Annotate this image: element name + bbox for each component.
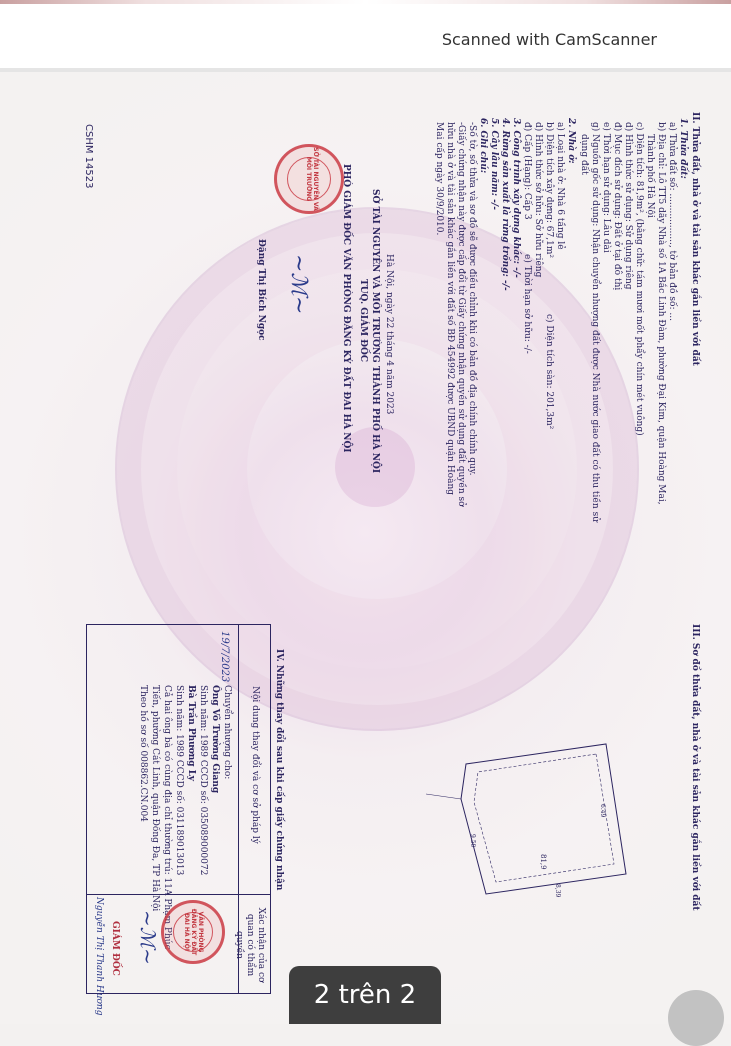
svg-text:9.50: 9.50 xyxy=(469,834,476,848)
house-b: b) Diện tích xây dựng: 67,1m² xyxy=(544,122,554,258)
change-row-1: Ông Võ Trường Giang xyxy=(210,685,220,794)
change-row-5: Cả hai ông bà có cùng địa chỉ thường trú: 11A Phạm Phúc xyxy=(162,685,172,950)
change-date: 19/7/2023 xyxy=(219,631,230,683)
change-row-4: Sinh năm: 1989 CCCD số: 031189013013 xyxy=(174,685,184,876)
svg-text:81,9: 81,9 xyxy=(539,854,547,870)
header-edge xyxy=(0,0,731,4)
section3-heading: III. Sơ đồ thửa đất, nhà ở và tài sản khác gắn liền với đất xyxy=(690,624,700,911)
notes-heading: 6. Ghi chú: xyxy=(478,118,488,174)
house-d: d) Hình thức sở hữu: Sở hữu riêng xyxy=(533,122,543,278)
other-works: 3. Công trình xây dựng khác: -/- xyxy=(511,118,521,278)
land-a: a) Thửa đất số: .................., tờ bản đồ số: ... xyxy=(667,122,677,321)
production-forest: 4. Rừng sản xuất là rừng trồng: -/- xyxy=(500,118,510,291)
col-confirmation: Xác nhận của cơ quan có thẩm quyền xyxy=(234,907,266,983)
signing-tuq: TUQ. GIÁM ĐỐC xyxy=(358,279,368,363)
seal-2-text: VĂN PHÒNG ĐĂNG KÝ ĐẤT ĐAI HÀ NỘI xyxy=(183,908,204,956)
svg-text:8,39: 8,39 xyxy=(554,884,561,898)
approver-role: GIÁM ĐỐC xyxy=(110,921,120,976)
house-a: a) Loại nhà ở: Nhà 6 tầng lẻ xyxy=(555,122,565,250)
land-g2: dụng đất xyxy=(579,134,589,175)
house-c: c) Diện tích sàn: 201,3m² xyxy=(544,314,554,430)
section4-heading: IV. Những thay đổi sau khi cấp giấy chứng nhận xyxy=(274,649,284,891)
change-row-2: Sinh năm: 1989 CCCD số: 035089000072 xyxy=(198,685,208,876)
rotated-certificate-page xyxy=(66,104,706,1016)
signing-org: SỞ TÀI NGUYÊN VÀ MÔI TRƯỜNG THÀNH PHỐ HÀ NỘI xyxy=(370,189,380,474)
registry-number: CSHM 14523 xyxy=(83,124,94,189)
note-line-1: -Số tờ, số thửa và sơ đồ sẽ được điều chỉnh khi có bản đồ địa chính chính quy. xyxy=(467,122,477,476)
signing-date: Hà Nội, ngày 22 tháng 4 năm 2023 xyxy=(384,254,394,415)
change-row-0: Chuyển nhượng cho: xyxy=(222,685,232,780)
page-indicator: 2 trên 2 xyxy=(289,966,441,1024)
seal-1-text: SỞ TÀI NGUYÊN VÀ MÔI TRƯỜNG xyxy=(305,147,319,211)
scanner-header xyxy=(0,0,731,72)
section2-heading: II. Thửa đất, nhà ở và tài sản khác gắn liền với đất xyxy=(690,112,700,366)
note-line-2: -Giấy chứng nhận này được cấp đổi từ Giấy chứng nhận quyền sử dụng đất quyền sở xyxy=(456,122,466,507)
land-e: e) Thời hạn sử dụng: Lâu dài xyxy=(601,122,611,253)
floating-action-button[interactable] xyxy=(668,990,724,1046)
land-dd: đ) Mục đích sử dụng: Đất ở tại đô thị xyxy=(612,122,622,291)
approver-name: Nguyễn Thị Thanh Hương xyxy=(94,897,104,1016)
land-b2: Thành phố Hà Nội xyxy=(645,134,655,218)
changes-table xyxy=(86,624,271,1016)
note-line-3: hữu nhà ở và tài sản khác gắn liền với đất số BĐ 454992 được UBND quận Hoàng xyxy=(445,122,455,496)
house-heading: 2. Nhà ở: xyxy=(566,118,576,164)
camscanner-watermark: Scanned with CamScanner xyxy=(441,30,657,49)
signing-role: PHÓ GIÁM ĐỐC VĂN PHÒNG ĐĂNG KÝ ĐẤT ĐAI HÀ NỘI xyxy=(341,164,351,453)
change-row-7: Theo hồ sơ số 008862.CN.004 xyxy=(138,685,148,822)
svg-text:6.49: 6.49 xyxy=(599,804,606,818)
change-row-6: Tiến, phường Cát Linh, quận Đống Đa, TP Hà Nội xyxy=(150,685,160,912)
land-d: d) Hình thức sử dụng: Sử dụng riêng xyxy=(623,122,633,290)
parcel-diagram xyxy=(416,704,636,904)
land-g1: g) Nguồn gốc sử dụng: Nhận chuyển nhượng đất được Nhà nước giao đất có thu tiền sử xyxy=(590,122,600,522)
col-changes: Nội dung thay đổi và cơ sở pháp lý xyxy=(250,686,260,844)
red-seal-1 xyxy=(274,144,344,214)
signer-name: Đặng Thị Bích Ngọc xyxy=(256,239,266,341)
perennial-trees: 5. Cây lâu năm: -/- xyxy=(489,118,499,210)
signature-1: ~ℳ~ xyxy=(286,254,311,315)
land-heading: 1. Thửa đất: xyxy=(678,118,688,179)
change-row-3: Bà Trần Phương Ly xyxy=(186,685,196,781)
signature-2: ~ℳ~ xyxy=(136,910,160,965)
scanned-document xyxy=(0,72,731,1024)
house-dd: đ) Cấp (Hạng): Cấp 3 xyxy=(522,122,532,220)
note-line-4: Mai cấp ngày 30/9/2010. xyxy=(434,122,444,236)
land-b1: b) Địa chỉ: Lô TT5 dãy Nhà số 1A Bắc Linh Đàm, phường Đại Kim, quận Hoàng Mai, xyxy=(656,122,666,505)
red-seal-2 xyxy=(161,900,225,964)
house-e: e) Thời hạn sở hữu: -/- xyxy=(522,254,532,354)
land-c: c) Diện tích: 81,9m², (bằng chữ: tám mươi mốt phẩy chín mét vuông) xyxy=(634,122,644,436)
